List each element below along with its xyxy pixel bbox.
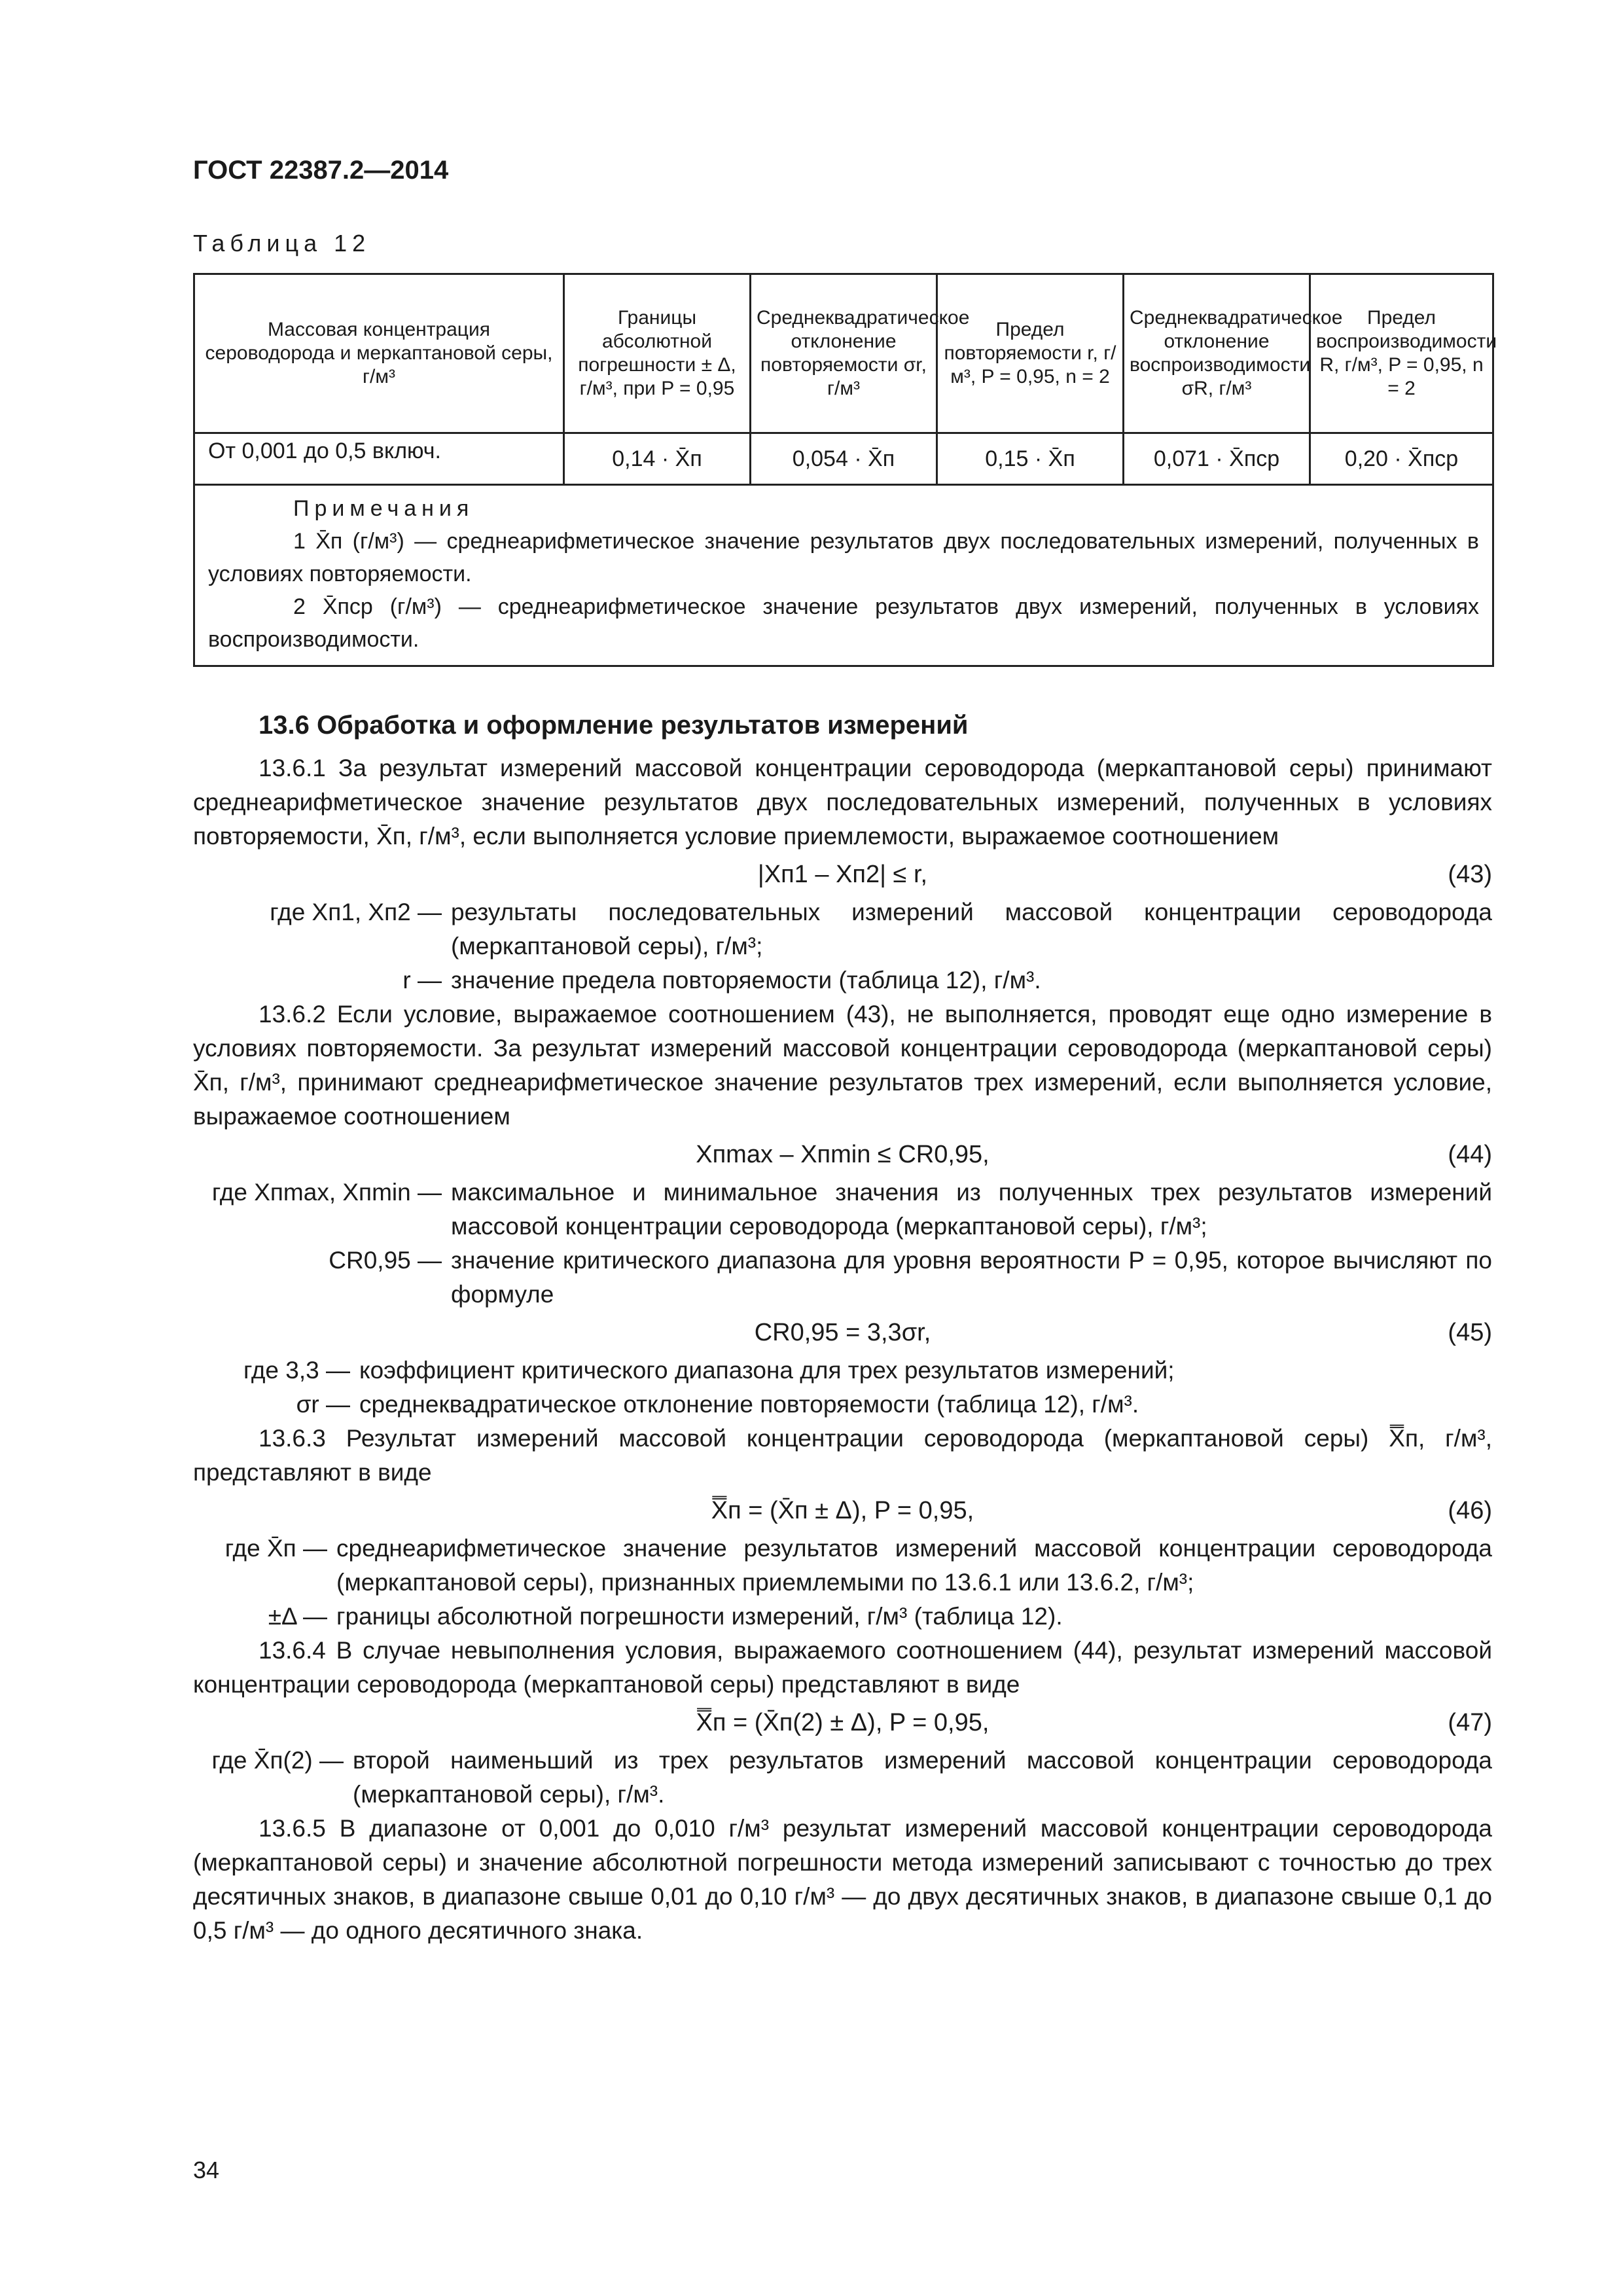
legend-definition: значение критического диапазона для уровня вероятности P = 0,95, которое вычисляют по формуле xyxy=(451,1247,1492,1308)
document-code: ГОСТ 22387.2—2014 xyxy=(193,156,449,185)
note-item: 1 X̄п (г/м³) — среднеарифметическое значение результатов двух последовательных измерений, полученных в условиях повторяемости. xyxy=(208,529,1479,586)
formula-expression: |Xп1 – Xп2| ≤ r, xyxy=(757,861,928,888)
table-row xyxy=(194,433,1493,485)
notes-title: Примечания xyxy=(293,496,474,521)
note-item: 2 X̄пср (г/м³) — среднеарифметическое значение результатов двух измерений, полученных в условиях воспроизводимости. xyxy=(208,594,1479,652)
page-number: 34 xyxy=(193,2157,220,2183)
data-table xyxy=(193,273,1497,667)
paragraph: 13.6.1 За результат измерений массовой концентрации сероводорода (меркаптановой серы) принимают среднеарифметическое значение результатов двух последовательных измерений, полученных в условиях повторяемости, X̄п, г/м³, если выполняется условие приемлемости, выражаемое соотношением xyxy=(193,755,1492,850)
formula-legend xyxy=(193,1744,1492,1812)
column-header: Среднеквадратическое отклонение воспроизводимости σR, г/м³ xyxy=(1124,274,1310,433)
table-cell: От 0,001 до 0,5 включ. xyxy=(194,433,564,485)
formula-46 xyxy=(193,1490,1492,1532)
legend-symbol: где 3,3 — xyxy=(243,1357,350,1384)
column-header: Предел воспроизводимости R, г/м³, P = 0,95, n = 2 xyxy=(1310,274,1493,433)
legend-symbol: где X̄п(2) — xyxy=(211,1747,344,1774)
column-header: Массовая концентрация сероводорода и меркаптановой серы, г/м³ xyxy=(194,274,564,433)
table-cell: 0,071 · X̄пср xyxy=(1124,433,1310,485)
legend-symbol: где Xп1, Xп2 — xyxy=(270,899,442,925)
formula-legend xyxy=(193,1354,1492,1422)
legend-definition: среднеквадратическое отклонение повторяемости (таблица 12), г/м³. xyxy=(359,1391,1139,1418)
legend-definition: коэффициент критического диапазона для трех результатов измерений; xyxy=(359,1357,1175,1384)
equation-number: (45) xyxy=(1448,1319,1492,1346)
formula-45 xyxy=(193,1312,1492,1354)
table-notes-row xyxy=(194,485,1493,666)
legend-symbol: где Xпmax, Xпmin — xyxy=(211,1179,442,1206)
legend-definition: второй наименьший из трех результатов измерений массовой концентрации сероводорода (меркаптановой серы), г/м³. xyxy=(353,1747,1492,1808)
table-cell: 0,20 · X̄пср xyxy=(1310,433,1493,485)
legend-symbol: r — xyxy=(402,967,442,994)
formula-47 xyxy=(193,1702,1492,1744)
formula-expression: CR0,95 = 3,3σr, xyxy=(754,1319,931,1346)
legend-symbol: CR0,95 — xyxy=(329,1247,442,1274)
formula-legend xyxy=(193,1532,1492,1634)
section-content xyxy=(193,707,1492,1948)
legend-symbol: ±Δ — xyxy=(268,1603,327,1630)
table-caption: Таблица 12 xyxy=(193,230,371,257)
table-cell: 0,054 · X̄п xyxy=(751,433,937,485)
formula-expression: X̿п = (X̄п ± Δ), P = 0,95, xyxy=(711,1497,974,1524)
legend-definition: среднеарифметическое значение результатов измерений массовой концентрации сероводорода (меркаптановой серы), признанных приемлемыми по 13.6.1 или 13.6.2, г/м³; xyxy=(336,1535,1492,1596)
table-notes xyxy=(194,485,1493,666)
equation-number: (44) xyxy=(1448,1141,1492,1168)
column-header: Границы абсолютной погрешности ± Δ, г/м³, при P = 0,95 xyxy=(564,274,751,433)
column-header: Предел повторяемости r, г/м³, P = 0,95, n = 2 xyxy=(937,274,1124,433)
table-cell: 0,14 · X̄п xyxy=(564,433,751,485)
table-header-row xyxy=(194,274,1493,433)
formula-expression: Xпmax – Xпmin ≤ CR0,95, xyxy=(696,1141,990,1168)
legend-symbol: где X̄п — xyxy=(224,1535,327,1562)
paragraph: 13.6.5 В диапазоне от 0,001 до 0,010 г/м³ результат измерений массовой концентрации сероводорода (меркаптановой серы) и значение абсолютной погрешности метода измерений записывают с точностью до трех десятичных знаков, в диапазоне свыше 0,01 до 0,10 г/м³ — до двух десятичных знаков, в диапазоне свыше 0,1 до 0,5 г/м³ — до одного десятичного знака. xyxy=(193,1815,1492,1944)
legend-symbol: σr — xyxy=(296,1391,350,1418)
equation-number: (43) xyxy=(1448,861,1492,888)
paragraph: 13.6.4 В случае невыполнения условия, выражаемого соотношением (44), результат измерений массовой концентрации сероводорода (меркаптановой серы) представляют в виде xyxy=(193,1637,1492,1698)
formula-43 xyxy=(193,853,1492,895)
legend-definition: границы абсолютной погрешности измерений, г/м³ (таблица 12). xyxy=(336,1603,1063,1630)
legend-definition: значение предела повторяемости (таблица 12), г/м³. xyxy=(451,967,1041,994)
legend-definition: максимальное и минимальное значения из полученных трех результатов измерений массовой концентрации сероводорода (меркаптановой серы), г/м³; xyxy=(451,1179,1492,1240)
section-heading: 13.6 Обработка и оформление результатов измерений xyxy=(259,711,969,740)
paragraph: 13.6.2 Если условие, выражаемое соотношением (43), не выполняется, проводят еще одно измерение в условиях повторяемости. За результат измерений массовой концентрации сероводорода (меркаптановой серы) X̄п, г/м³, принимают среднеарифметическое значение результатов трех измерений, если выполняется условие, выражаемое соотношением xyxy=(193,1001,1492,1130)
formula-expression: X̿п = (X̄п(2) ± Δ), P = 0,95, xyxy=(696,1709,990,1736)
formula-legend xyxy=(193,895,1492,997)
equation-number: (47) xyxy=(1448,1709,1492,1736)
formula-legend xyxy=(193,1175,1492,1312)
equation-number: (46) xyxy=(1448,1497,1492,1524)
column-header: Среднеквадратическое отклонение повторяемости σr, г/м³ xyxy=(751,274,937,433)
table-cell: 0,15 · X̄п xyxy=(937,433,1124,485)
formula-44 xyxy=(193,1134,1492,1175)
legend-definition: результаты последовательных измерений массовой концентрации сероводорода (меркаптановой серы), г/м³; xyxy=(451,899,1492,960)
paragraph: 13.6.3 Результат измерений массовой концентрации сероводорода (меркаптановой серы) X̿п, г/м³, представляют в виде xyxy=(193,1425,1492,1486)
